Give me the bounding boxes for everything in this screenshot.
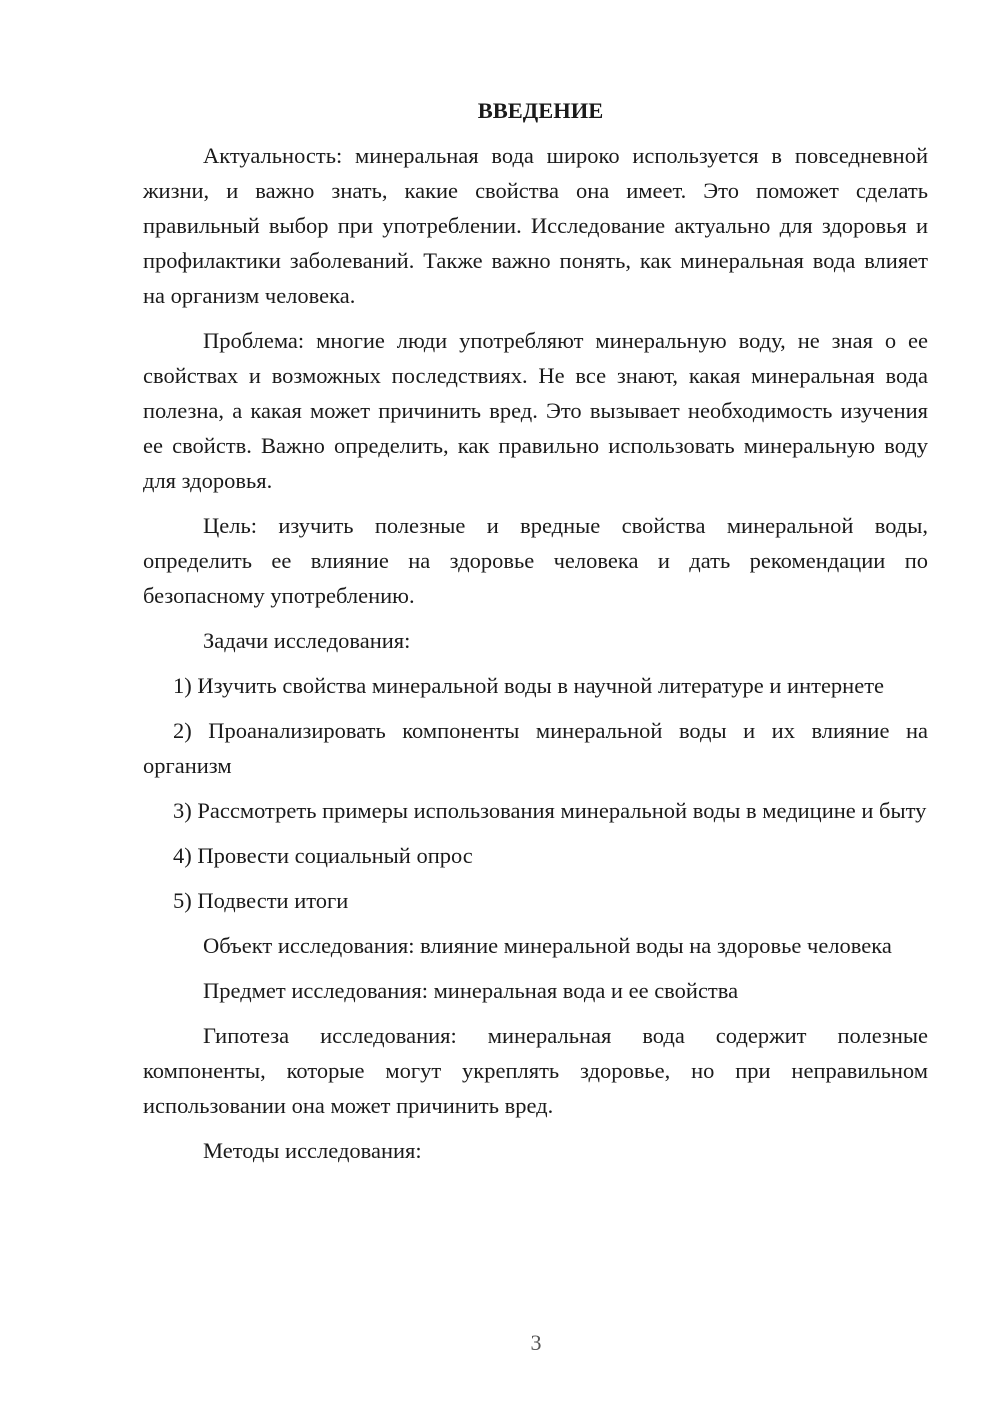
page-heading: ВВЕДЕНИЕ [477, 98, 604, 123]
object-paragraph: Объект исследования: влияние минеральной воды на здоровье человека [203, 933, 892, 958]
subject-paragraph: Предмет исследования: минеральная вода и ее свойства [203, 978, 739, 1003]
problem-paragraph: Проблема: многие люди употребляют минеральную воду, не зная о ее свойствах и возможных последствиях. Не все знают, какая минеральная вода полезна, а какая может причинить вред. Это вызывает необходимость изучения ее свойств. Важно определить, как правильно использовать минеральную воду для здоровья. [143, 328, 928, 493]
tasks-title: Задачи исследования: [203, 628, 411, 653]
task-item: 3) Рассмотреть примеры использования минеральной воды в медицине и быту [173, 798, 927, 823]
page-number: 3 [530, 1330, 542, 1355]
relevance-paragraph: Актуальность: минеральная вода широко используется в повседневной жизни, и важно знать, какие свойства она имеет. Это поможет сделать правильный выбор при употреблении. Исследование актуально для здоровья и профилактики заболеваний. Также важно понять, как минеральная вода влияет на организм человека. [143, 143, 928, 308]
task-item: 4) Провести социальный опрос [173, 843, 473, 868]
task-item: 1) Изучить свойства минеральной воды в научной литературе и интернете [173, 673, 885, 698]
task-item: 2) Проанализировать компоненты минеральной воды и их влияние на организм [143, 718, 928, 778]
hypothesis-paragraph: Гипотеза исследования: минеральная вода содержит полезные компоненты, которые могут укреплять здоровье, но при неправильном использовании она может причинить вред. [143, 1023, 928, 1118]
page-content [143, 93, 928, 1178]
goal-paragraph: Цель: изучить полезные и вредные свойства минеральной воды, определить ее влияние на здоровье человека и дать рекомендации по безопасному употреблению. [143, 513, 928, 608]
methods-title: Методы исследования: [203, 1138, 422, 1163]
task-item: 5) Подвести итоги [173, 888, 349, 913]
